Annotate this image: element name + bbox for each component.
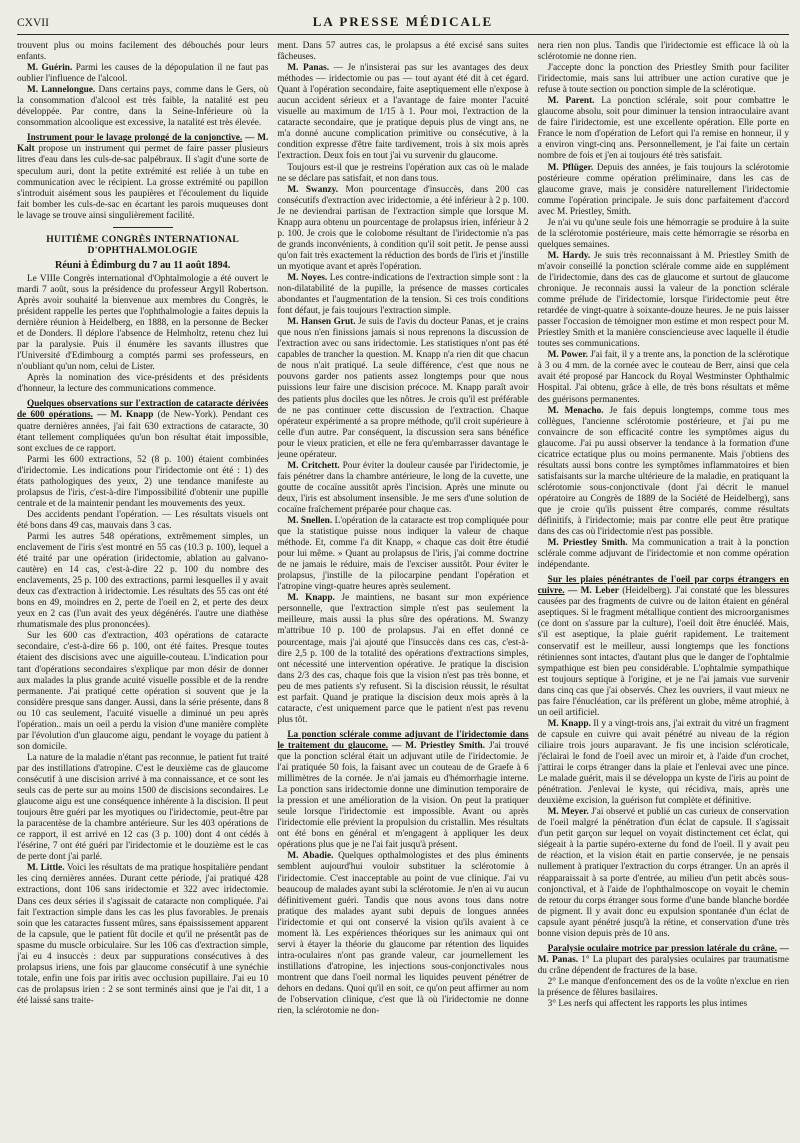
paragraph-text: Après la nomination des vice-présidents et des présidents d'honneur, la lecture des communications commence. [17,373,269,395]
speaker-name: M. Guérin. [27,63,73,74]
paragraph-text: L'opération de la cataracte est trop compliquée pour que la statistique puisse nous indiquer la valeur de chaque méthode. Et, comme l'a dit Knapp, « chaque cas doit être étudié pour lui même. » Quant au prolapsus de l'iris, j'ai comme doctrine de ne jamais le réduire, mais de l'exciser aussitôt. Pour éviter le prolapsus, j'instille de la pilocarpine pendant l'opération et l'atropine vingt-quatre heures après seulement. [277,516,529,593]
paragraph [17,274,268,373]
section-paragraph [17,399,268,454]
column-3 [538,41,789,1131]
speaker-name: M. Power. [547,350,588,361]
journal-title: LA PRESSE MÉDICALE [312,14,494,29]
section-paragraph [277,730,528,852]
paragraph-text: Dans certains pays, comme dans le Gers, où la consommation d'alcool est très faible, la natalité est peu développée. Par contre, dans la Seine-Inférieure où la consommation alcoolique est excessive, la natalité est très élevée. [17,85,269,129]
paragraph [277,273,528,317]
paragraph-text: Pour éviter la douleur causée par l'iridectomie, je fais pénétrer dans la chambre antérieure, le long de la cuvette, une goutte de cocaïne aussitôt après l'incision. Après une minute ou deux, l'iris est absolument insensible. Je me sers d'une solution de cocaïne fraîchement préparée pour chaque cas. [277,460,529,515]
congress-heading [17,234,268,271]
section-title: Instrument pour le lavage prolongé de la conjonctive. [27,133,243,144]
paragraph [277,461,528,516]
paragraph [538,41,789,63]
paragraph-text: propose un instrument qui permet de faire passer plusieurs litres d'eau dans les culs-de-sac palpébraux. Il s'agit d'une sorte de speculum auri, dont la petite extrémité est reliée à un tube en communication avec le récipient. La grosse extrémité ou papillon s'introduit aisément sous les paupières et l'écoulement du liquide fait bomber les culs-de-sac en écartant les parois muqueuses dont le lavage se trouve ainsi singulièrement facilité. [17,144,269,221]
running-header [17,14,789,35]
paragraph-text: Je suis très reconnaissant à M. Priestley Smith de m'avoir conseillé la ponction sclérale comme aide en supplément de l'iridectomie, dans des cas de glaucome et surtout de glaucome chronique. Je reconnais aussi la valeur de la ponction sclérale comme prélude de l'iridectomie, lorsque l'iridectomie peut être retardée de vingt-quatre à soixante-douze heures. Je ne puis laisser passer l'occasion de témoigner mon estime et mon respect pour M. Priestley Smith et la manière consciencieuse avec laquelle il étudie toutes ses communications. [537,250,789,350]
paragraph-text: nera rien non plus. Tandis que l'iridectomie est efficace là où la sclérotomie ne donne rien. [537,41,789,63]
paragraph [538,999,789,1010]
speaker-name: — M. Priestley Smith. [388,740,485,751]
paragraph [17,753,268,863]
paragraph [17,455,268,510]
paragraph-text: Le VIIIe Congrès international d'Ophtalmologie a été ouvert le mardi 7 août, sous la présidence du professeur Argyll Robertson. Après avoir souhaité la bienvenue aux membres du Congrès, le président rappelle les pertes que l'ophthalmologie a faites depuis la dernière réunion à Heidelberg, en 1888, en la personne de Becker et de Donders. Il déplore l'absence de Helmholtz, retenu chez lui par la paralysie. Puis il énumère les savants illustres que l'Université d'Edimbourg a comptés parmi ses professeurs, en n'oubliant qu'un nom, celui de Lister. [17,273,269,373]
paragraph-text: 2° Le manque d'enfoncement des os de la voûte n'exclue en rien la présence de fêlures basilaires. [537,976,789,998]
article-columns [17,41,789,1131]
speaker-name: — M. Knapp [92,410,154,421]
paragraph [277,163,528,185]
paragraph-text: Je maintiens, ne basant sur mon expérience personnelle, que l'extraction simple n'est pas seulement la meilleure, mais aussi la plus sûre des opérations. M. Swanzy m'attribue 10 p. 100 de prolapsus. J'ai en effet donné ce pourcentage, mais j'ai ajouté que l'insuccès dans ces cas, c'est-à-dire 2,5 p. 100 de la totalité des opérations d'extractions simples, ont nécessité une intervention opérative. Je pratique la discision dans 2/3 des cas, chaque fois que la vision n'est pas très bonne, et peu de mes patients s'y refusent. Si la discision réussit, le résultat est parfait. Quand je pratique la discision deux mois après à la cataracte, c'est uniquement parce que le patient n'est pas revenu plus tôt. [277,593,529,725]
paragraph [277,41,528,63]
congress-subtitle: Réuni à Édimburg du 7 au 11 août 1894. [55,259,231,271]
paragraph-text: 1° La plupart des paralysies oculaires par traumatisme du crâne dépendent de fractures de la base. [537,954,789,976]
speaker-name: M. Snellen. [287,516,333,527]
column-2 [277,41,528,1131]
paragraph-text: Je fais depuis longtemps, comme tous mes collègues, l'ancienne sclérotomie postérieure, et j'ai pu me convaincre de son efficacité contre les symptômes aigus du glaucome. J'ai pu aussi observer la tendance à la formation d'une cicatrice ectatique plus ou moins permanente. Mais j'obtiens des résultats aussi bons contre les symptômes inflammatoires et bien satisfaisants sur la marche ultérieure de la maladie, en pratiquant la sclérotomie sous-conjonctivale (dont j'ai décrit le manuel opératoire au Congrès de 1889 de la Société de Heidelberg), sans que je croie qu'ils puissent être comparés, comme résultats définitifs, à l'iridectomie; mais par contre elle peut être pratique dans des cas où l'iridectomie n'est pas possible. [537,405,789,538]
paragraph [538,719,789,807]
speaker-name: M. Hansen Grut. [287,317,356,328]
paragraph [538,96,789,162]
speaker-name: M. Pflüger. [547,162,594,173]
section-paragraph [17,133,268,221]
section-title: Paralysie oculaire motrice par pression latérale du crâne. [547,943,777,954]
section-title: Sur les plaies pénétrantes de l'oeil par corps étrangers en cuivre. [537,575,789,597]
paragraph [17,85,268,129]
paragraph-text: Sur les 600 cas d'extraction, 403 opérations de cataracte secondaire, c'est-à-dire 66 p. 100, ont été faites. Presque toutes étaient des discisions avec une aiguille-couteau. L'indication pour tant d'opérations secondaires s'explique par mon désir de donner aux malades la plus grande acuité visuelle possible et de la rendre permanente. J'ai pratiqué cette opération si souvent que je la considère presque sans danger. Aussi, dans la série présente, dans 8 ou 10 cas seulement, l'acuité visuelle a diminué un peu après l'opération.. mais un oeil a perdu la vision d'une manière complète par l'évolution d'un glaucome aigu, pendant le voyage du patient à son domicile. [17,631,269,752]
speaker-name: M. Priestley Smith. [547,538,628,549]
paragraph [277,185,528,273]
paragraph [277,63,528,162]
paragraph-text: Des accidents pendant l'opération. — Les résultats visuels ont été bons dans 49 cas, mauvais dans 3 cas. [17,509,269,531]
paragraph-text: Quelques opthalmologistes et des plus éminents semblent aujourd'hui vouloir substituer la sclérotomie à l'iridectomie. C'est inacceptable au point de vue clinique. J'ai vu beaucoup de malades ayant subi la sclérotomie. Je n'en ai vu aucun définitivement guéri. Tandis que nous avons tous dans notre pratique des malades ayant subi depuis de longues années l'iridectomie et qui ont conservé la vision qu'ils avaient à ce moment là. Les expériences théoriques sur les animaux qui ont servi à étayer la théorie du glaucome par rétention des liquides intra-oculaires n'ont pas grande valeur, car journellement les instillations d'atropine, les injections sous-conjonctivales nous montrent que dans l'oeil normal les liquides peuvent pénétrer de dehors en dedans. Quoi qu'il en soit, ce qu'on peut affirmer au nom de l'observation clinique, c'est que là où l'iridectomie ne donne rien, la sclérotomie ne don- [277,851,529,1017]
paragraph [17,510,268,532]
speaker-name: — M. Kalt [17,133,269,155]
paragraph [538,406,789,539]
paragraph [538,163,789,218]
speaker-name: M. Menacho. [547,405,604,416]
speaker-name: M. Hardy. [547,250,591,261]
paragraph-text: La nature de la maladie n'étant pas reconnue, le patient fut traité par des instillations d'atropine. C'est le deuxième cas de glaucome consécutif à une discision arrivé à ma connaissance, et ce sont les seuls cas de perte sur au moins 1500 de discisions secondaires. Le glaucome aigu est une conséquence inhérente à la discision. Il peut toujours être guéri par les myotiques ou l'iridectomie, peut-être par la paracentèse de la chambre antérieure. Sur les 403 opérations de ce rapport, il est arrivé en 12 cas (3 p. 100) dont 4 ont cédés à l'ésérine, 7 ont été guéri par l'iridectomie et le douzième est le cas de perte dont j'ai parlé. [17,752,269,863]
speaker-name: M. Panas. [287,63,330,74]
section-paragraph [538,575,789,719]
paragraph-text: La ponction sclérale, soit pour combattre le glaucome absolu, soit pour diminuer la tension intraoculaire avant de faire l'iridectomie, est une excellente opération. Elle porte en France le nom d'opération de Lefort qui l'a remise en honneur, il y a environ vingt-cinq ans. Personnellement, je l'ai faite un certain nombre de fois et j'en ai toujours été très satisfait. [537,96,789,162]
section-title: La ponction sclérale comme adjuvant de l'iridectomie dans le traitement du glaucome. [277,729,529,751]
section-rule [113,227,173,228]
paragraph [538,218,789,251]
paragraph-text: Parmi les causes de la dépopulation il ne faut pas oublier l'influence de l'alcool. [17,63,269,85]
paragraph-text: J'ai fait, il y a trente ans, la ponction de la sclérotique à 3 ou 4 mm. de la cornée avec le couteau de Berr, ainsi que cela avait été proposé par Hancock du Royal Westminster Ophthalmic Hospital. J'ai obtenu, grâce à elle, de très bons résultats et même des guérisons permanentes. [537,350,789,405]
paragraph [277,593,528,726]
paragraph-text: J'accepte donc la ponction des Priestley Smith pour faciliter l'iridectomie, mais sans lui attribuer une action curative que je refuse à toute section ou ponction simple de la sclérotique. [537,63,789,96]
paragraph-text: (Heidelberg). J'ai constaté que les blessures causées par des fragments de cuivre ou de laiton étaient en général aseptiques. Si le fragment métallique contient des microorganismes (ce dont on s'assure par la culture), l'oeil doit être énucléé. Mais, s'il est aseptique, la plaie guérit rapidement. Le traitement conservatif est le meilleur, aussi longtemps que les fonctions rétiniennes sont intactes, d'autant plus que le danger de l'ophtalmie sympathique est bien peu considérable. L'ophtalmie sympathique est toujours septique à l'origine, et je ne l'ai jamais vue survenir dans cinq cas que j'ai observés. Chez les ouvriers, il vaut mieux ne pas faire l'énucléation, car ils préfèrent un globe, même atrophié, à un oeil artificiel. [537,586,789,718]
paragraph-text: trouvent plus ou moins facilement des débouchés pour leurs enfants. [17,41,269,63]
speaker-name: — M. Panas. [537,943,789,965]
paragraph [538,350,789,405]
paragraph-text: J'ai observé et publié un cas curieux de conservation de l'oeil malgré la pénétration d'un éclat de capsule. Il s'agissait d'un petit garçon sur lequel on voyait distinctement cet éclat, qui siégeait à la partie supéro-externe du fond de l'oeil. Il y avait peu de réaction, et la vision était en partie conservée, je ne pensais nullement à pratiquer l'extraction du corps étranger. Un an après il réapparaissait à sa porte d'entrée, au milieu d'un petit abcès sous-conjonctival, et à l'aide de l'ophthalmoscope on voyait le chemin de retour du corps étranger sous forme d'une bande blanche bordée de pigment. Il y avait donc eu expulsion spontanée d'un éclat de capsule ayant pénétré jusqu'à la rétine, et conservation d'une très bonne vision depuis près de 10 ans. [537,807,789,939]
paragraph-text: Parmi les 600 extractions, 52 (8 p. 100) étaient combinées d'iridectomie. Les indications pour l'iridectomie ont été : 1) des états pathologiques des yeux, 2) une tendance manifeste au prolapsus de l'iris, c'est-à-dire l'impossibilité d'obtenir une pupille centrale et de la maintenir pendant les mouvements des yeux. [17,454,269,509]
speaker-name: M. Little. [27,863,65,874]
paragraph [277,851,528,1017]
paragraph-text: Il y a vingt-trois ans, j'ai extrait du vitré un fragment de capsule en cuivre qui avait pénétré au niveau de la région ciliaire trois jours auparavant. Je fis une incision scléroticale, j'éclairai le fond de l'oeil avec un miroir et, à l'aide d'un crochet, j'attirai le corps étranger dans la plaie et l'enlevai avec une pince. Le malade guérit, mais il se développa un kyste de l'iris au point de pénétration. J'enlevai le kyste, qui récidiva, mais, après une deuxième excision, la guérison fut complète et définitive. [537,718,789,807]
speaker-name: M. Swanzy. [287,184,339,195]
paragraph-text: (de New-York). Pendant ces quatre dernières années, j'ai fait 630 extractions de cataracte, 30 étant tellement compliquées qu'un bon résultat était impossible, sont exclues de ce rapport. [17,410,269,454]
paragraph-text: Mon pourcentage d'insuccès, dans 200 cas consécutifs d'extraction avec iridectomie, a été inférieur à 2 p. 100. Je ne deviendrai partisan de l'extraction simple que lorsque M. Knapp aura obtenu un pourcentage de prolapsus irien, inférieur à 2 p. 100. Je crois que le colobome résultant de l'iridectomie n'a pas de grands inconvénients, à condition qu'il soit petit. Je pense aussi qu'on fait très exactement la réduction des bords de l'iris et j'instille un myotique avant et après l'opération. [277,184,529,272]
paragraph [17,631,268,753]
paragraph-text: Depuis des années, je fais toujours la sclérotomie postérieure comme opération préliminaire, dans les cas de glaucome grave, mais je considère naturellement l'iridectomie comme l'opération principale. Je suis donc parfaitement d'accord avec M. Priestley, Smith. [537,162,789,217]
paragraph-text: Parmi les autres 548 opérations, extrêmement simples, un enclavement de l'iris s'est montré en 55 cas (10.3 p. 100), lequel a été traité par une opération (iridectomie, ablation au galvano-cautère) en 14 cas, c'est-à-dire 22 p. 100 du nombre des enclavements, 25 p. 100 des extractions, parmi lesquelles il y avait deux cas d'extraction à iridectomie. Les résultats des 55 cas ont été bons en 49, moindres en 2, perte de l'oeil en 2, et perte des deux yeux en 2 cas (l'un avait des yeux dégénérés. l'autre une diathèse rhumatismale des plus prononcées). [17,531,269,631]
paragraph [538,538,789,571]
paragraph [538,63,789,96]
paragraph-text: Je n'ai vu qu'une seule fois une hémorragie se produire à la suite de la sclérotomie postérieure, mais cette hémorragie se résorba en quelques semaines. [537,217,789,250]
section-title: Quelques observations sur l'extraction de cataracte dérivées de 600 opérations. [17,399,269,421]
paragraph [17,863,268,1007]
paragraph [17,63,268,85]
section-paragraph [538,944,789,977]
paragraph [538,977,789,999]
speaker-name: M. Knapp. [287,593,335,604]
paragraph [17,532,268,631]
paragraph-text: Toujours est-il que je restreins l'opération aux cas où le malade ne se déclare pas satisfait, et non dans tous. [277,162,529,184]
speaker-name: M. Noyes. [287,272,328,283]
paragraph-text: Voici les résultats de ma pratique hospitalière pendant les cinq dernières années. Durant cette période, j'ai pratiqué 428 extractions, dont 106 sans iridectomie et 322 avec iridectomie. Dans ces deux séries il s'agissait de cataracte non compliquée. J'ai fait l'extraction simple dans les cas les plus favorables. Je prenais soin que les cataractes fussent mûres, sans épaississement apparent de la capsule, que le patient fût docile et qu'il ne présentât pas de spasme du muscle orbiculaire. Sur les 106 cas d'extraction simple, j'ai eu 4 insuccès : deux par suppurations consécutives à des prolapsus iriens, une fois par glaucome consécutif à une synéchie totale, enfin une fois par iritis avec occlusion pupillaire. J'ai eu 10 cas de prolapsus irien : 2 se sont terminés ainsi que je l'ai dit, 1 a été laissé sans traite- [17,863,269,1006]
column-1 [17,41,268,1131]
paragraph-text: Je suis de l'avis du docteur Panas, et je crains que nous n'en finissions jamais si nous reprenons la discussion de l'extraction avec ou sans iridectomie. Les statistiques n'ont pas été capables de trancher la question. M. Knapp n'a rien dit que chacun de nous n'ait pratiqué. La seule différence, c'est que nous ne pouvons garder nos patients assez longtemps pour que nous puissions leur faire une discision précoce. M. Knapp paraît avoir des patients plus dociles que les nôtres. Je crois qu'il est préférable de ne pas continuer cette discussion de l'extraction. Chaque opérateur expérimenté a sa propre méthode, qu'il croit supérieure à celle d'un autre. Par conséquent, la discussion sera sans bénéfice pour le vieux praticien, et elle ne fera qu'embarrasser davantage le jeune opérateur. [277,317,529,460]
speaker-name: M. Lannelongue. [27,85,96,96]
paragraph [277,317,528,461]
paragraph-text: Les contre-indications de l'extraction simple sont : la non-dilatabilité de la pupille, la présence de masses corticales abondantes et l'augmentation de la tension. Si ces trois conditions font défaut, je fais toujours l'extraction simple. [277,272,529,317]
paragraph [17,41,268,63]
speaker-name: M. Abadie. [287,851,334,862]
speaker-name: — M. Leber [564,586,619,597]
paragraph-text: — Je n'insisterai pas sur les avantages des deux méthodes — iridectomie ou pas — tout ayant été dit à cet égard. Quant à l'opération secondaire, faite aseptiquement elle n'expose à aucun accident sérieux et a l'avantage de faire monter l'acuité visuelle au maximum de 1/15 à 1. Pour moi, l'extraction de la cataracte secondaire, que je pratique depuis plus de vingt ans, ne m'a donné aucune complication primitive ou consécutive, à la condition expresse d'être faite tardivement, trois à six mois après l'extraction. Deux fois en tout j'ai vu survenir du glaucome. [277,63,529,162]
paragraph-text: 3° Les nerfs qui affectent les rapports les plus intimes [547,999,748,1010]
speaker-name: M. Meyer. [547,807,589,818]
paragraph [17,373,268,395]
speaker-name: M. Knapp. [547,718,591,729]
congress-title: HUITIÈME CONGRÈS INTERNATIONAL D'OPHTHALMOLOGIE [46,233,240,256]
paragraph-text: Ma communication a trait à la ponction sclérale comme adjuvant de l'iridectomie et non comme opération indépendante. [537,538,789,571]
paragraph-text: ment. Dans 57 autres cas, le prolapsus a été excisé sans suites fâcheuses. [277,41,529,63]
paragraph [538,807,789,940]
paragraph-text: J'ai trouvé que la ponction scléral était un adjuvant utile de l'iridectomie. Je l'ai pratiquée 50 fois, la faisant avec un couteau de de Graefe à 6 millimètres de la cornée. Je n'ai jamais eu d'hémorrhagie interne. La ponction sans iridectomie donne une diminution temporaire de la pression et une amélioration de la vision. On peut la pratiquer seule lorsque l'iridectomie est impossible. Avant ou après l'iridectomie elle prévient la propulsion du cristallin. Mes résultats ont été bons en général et m'engagent à appliquer les deux opérations plus que je ne l'ai fait jusqu'à présent. [277,740,529,851]
speaker-name: M. Critchett. [287,460,340,471]
page-number: CXVII [17,17,49,29]
paragraph [538,251,789,350]
speaker-name: M. Parent. [547,96,595,107]
paragraph [277,516,528,593]
